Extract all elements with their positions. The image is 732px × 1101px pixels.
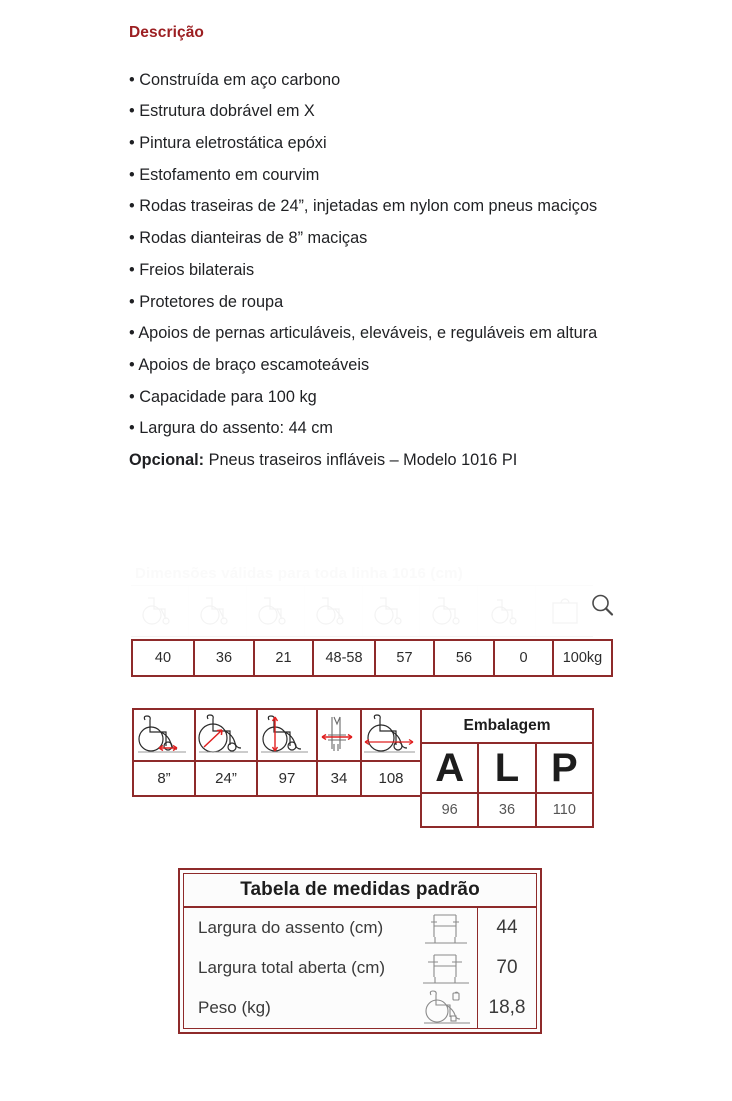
wheelchair-backrest-height-icon bbox=[189, 586, 247, 636]
list-item: • Rodas traseiras de 24”, injetadas em nylon com pneus maciços bbox=[129, 197, 598, 216]
wheelchair-seat-depth-icon bbox=[131, 586, 189, 636]
packaging-value-cell: 110 bbox=[536, 793, 593, 827]
dimension-value-cell: 21 bbox=[254, 640, 313, 676]
wheelchair-legrest-length-icon bbox=[305, 586, 363, 636]
list-item: • Largura do assento: 44 cm bbox=[129, 419, 333, 438]
list-item: • Construída em aço carbono bbox=[129, 70, 341, 89]
table-row bbox=[132, 640, 612, 676]
table-row bbox=[133, 709, 421, 761]
optional-label: Opcional: bbox=[129, 451, 205, 470]
optional-text: Pneus traseiros infláveis – Modelo 1016 PI bbox=[204, 451, 518, 470]
dimension-value-cell: 57 bbox=[375, 640, 434, 676]
wheel-dimensions-table[interactable] bbox=[132, 708, 410, 797]
measure-value: 18,8 bbox=[488, 997, 526, 1018]
measure-value: 70 bbox=[496, 957, 518, 978]
packaging-value-cell: 96 bbox=[421, 793, 478, 827]
optional-line bbox=[129, 445, 599, 477]
table-row bbox=[133, 761, 421, 796]
measure-label: Largura do assento (cm) bbox=[198, 918, 384, 937]
wheel-value-cell: 8” bbox=[133, 761, 195, 796]
list-item: • Rodas dianteiras de 8” maciças bbox=[129, 229, 368, 248]
dimensions-icon-row bbox=[131, 585, 593, 637]
dimension-value-cell: 48-58 bbox=[313, 640, 375, 676]
seat-width-icon bbox=[415, 909, 477, 947]
list-item: • Capacidade para 100 kg bbox=[129, 387, 317, 406]
description-bullet-list bbox=[129, 65, 599, 445]
list-item: • Apoios de pernas articuláveis, eleváveis, e reguláveis em altura bbox=[129, 324, 598, 343]
standard-measures-table[interactable] bbox=[178, 868, 542, 1034]
wheel-value-cell: 34 bbox=[317, 761, 361, 796]
measure-label: Largura total aberta (cm) bbox=[198, 958, 386, 977]
standard-measures-title: Tabela de medidas padrão bbox=[184, 874, 536, 908]
wheelchair-seat-height-icon bbox=[363, 586, 421, 636]
packaging-table-title: Embalagem bbox=[421, 709, 593, 743]
wheelchair-total-height-icon bbox=[420, 586, 478, 636]
wheel-value-cell: 108 bbox=[361, 761, 421, 796]
wheelchair-front-wheel-icon bbox=[133, 709, 195, 761]
dimensions-table-title: Dimensões válidas para toda linha 1016 (cm) bbox=[135, 565, 463, 582]
list-item: • Freios bilaterais bbox=[129, 260, 255, 279]
dimension-value-cell: 56 bbox=[434, 640, 494, 676]
weight-capacity-icon bbox=[536, 586, 593, 636]
list-item: • Estrutura dobrável em X bbox=[129, 102, 315, 121]
dimension-value-cell: 100kg bbox=[553, 640, 612, 676]
list-item: • Pintura eletrostática epóxi bbox=[129, 134, 327, 152]
table-row bbox=[184, 908, 477, 948]
wheel-value-cell: 97 bbox=[257, 761, 317, 796]
packaging-letter-cell: P bbox=[536, 743, 593, 793]
packaging-letter-cell: A bbox=[421, 743, 478, 793]
wheel-value-cell: 24” bbox=[195, 761, 257, 796]
magnifier-icon[interactable] bbox=[589, 592, 617, 620]
table-row bbox=[421, 709, 593, 743]
wheelchair-folded-width-icon bbox=[317, 709, 361, 761]
wheelchair-rear-wheel-icon bbox=[195, 709, 257, 761]
wheelchair-height-icon bbox=[257, 709, 317, 761]
total-open-width-icon bbox=[415, 949, 477, 987]
dimension-value-cell: 0 bbox=[494, 640, 553, 676]
wheelchair-length-icon bbox=[361, 709, 421, 761]
list-item: • Estofamento em courvim bbox=[129, 165, 320, 184]
measure-value: 44 bbox=[496, 917, 518, 938]
table-row bbox=[421, 743, 593, 793]
wheelchair-armrest-height-icon bbox=[247, 586, 305, 636]
page-title: Descrição bbox=[129, 24, 205, 41]
description-section bbox=[129, 24, 599, 477]
packaging-table[interactable] bbox=[420, 708, 594, 828]
wheelchair-weight-icon bbox=[415, 989, 477, 1027]
table-row bbox=[184, 988, 477, 1028]
dimensions-table[interactable] bbox=[131, 563, 603, 677]
measure-label: Peso (kg) bbox=[198, 998, 271, 1017]
dimensions-values-table bbox=[131, 639, 613, 677]
list-item: • Protetores de roupa bbox=[129, 292, 284, 311]
packaging-letter-cell: L bbox=[478, 743, 535, 793]
dimension-value-cell: 40 bbox=[132, 640, 194, 676]
wheelchair-incline-icon bbox=[478, 586, 536, 636]
dimension-value-cell: 36 bbox=[194, 640, 254, 676]
table-row bbox=[421, 793, 593, 827]
table-row bbox=[184, 948, 477, 988]
list-item: • Apoios de braço escamoteáveis bbox=[129, 355, 370, 374]
packaging-value-cell: 36 bbox=[478, 793, 535, 827]
